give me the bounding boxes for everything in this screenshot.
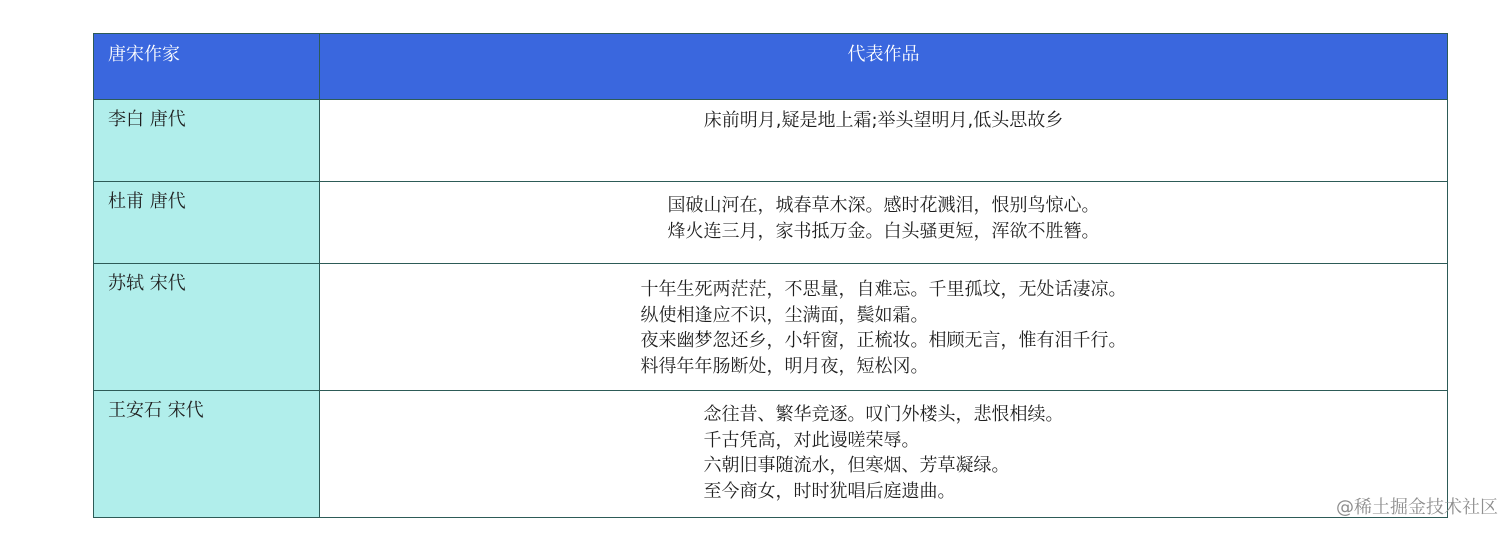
watermark: @稀土掘金技术社区: [1336, 497, 1498, 518]
row-author-sushi: 苏轼 宋代: [94, 264, 320, 391]
poem-line: 料得年年肠断处，明月夜，短松冈。: [640, 355, 929, 377]
poem-line: 至今商女，时时犹唱后庭遗曲。: [703, 480, 956, 502]
poem-line: 念往昔、繁华竞逐。叹门外楼头，悲恨相续。: [703, 404, 1064, 425]
row-author-wanganshi: 王安石 宋代: [94, 391, 320, 517]
row-works-dufu: [320, 182, 1447, 264]
poem-line: 烽火连三月，家书抵万金。白头骚更短，浑欲不胜簪。: [667, 220, 1100, 242]
header-works: 代表作品: [320, 34, 1447, 100]
row-works-libai: [320, 100, 1447, 182]
poem-line: 国破山河在，城春草木深。感时花溅泪，恨别鸟惊心。: [667, 195, 1100, 216]
poem-line: 夜来幽梦忽还乡，小轩窗，正梳妆。相顾无言，惟有泪千行。: [640, 330, 1127, 351]
poetry-table: [93, 33, 1448, 518]
poem-line: 床前明月,疑是地上霜;举头望明月,低头思故乡: [703, 110, 1064, 131]
row-author-dufu: 杜甫 唐代: [94, 182, 320, 264]
poem-line: 六朝旧事随流水，但寒烟、芳草凝绿。: [703, 455, 1010, 476]
row-works-wanganshi: [320, 391, 1447, 517]
poem-line: 千古凭高，对此谩嗟荣辱。: [703, 429, 920, 451]
poem-line: 纵使相逢应不识，尘满面，鬓如霜。: [640, 304, 929, 326]
row-author-libai: 李白 唐代: [94, 100, 320, 182]
poem-line: 十年生死两茫茫，不思量，自难忘。千里孤坟，无处话凄凉。: [640, 279, 1127, 300]
row-works-sushi: [320, 264, 1447, 391]
header-author: 唐宋作家: [94, 34, 320, 100]
